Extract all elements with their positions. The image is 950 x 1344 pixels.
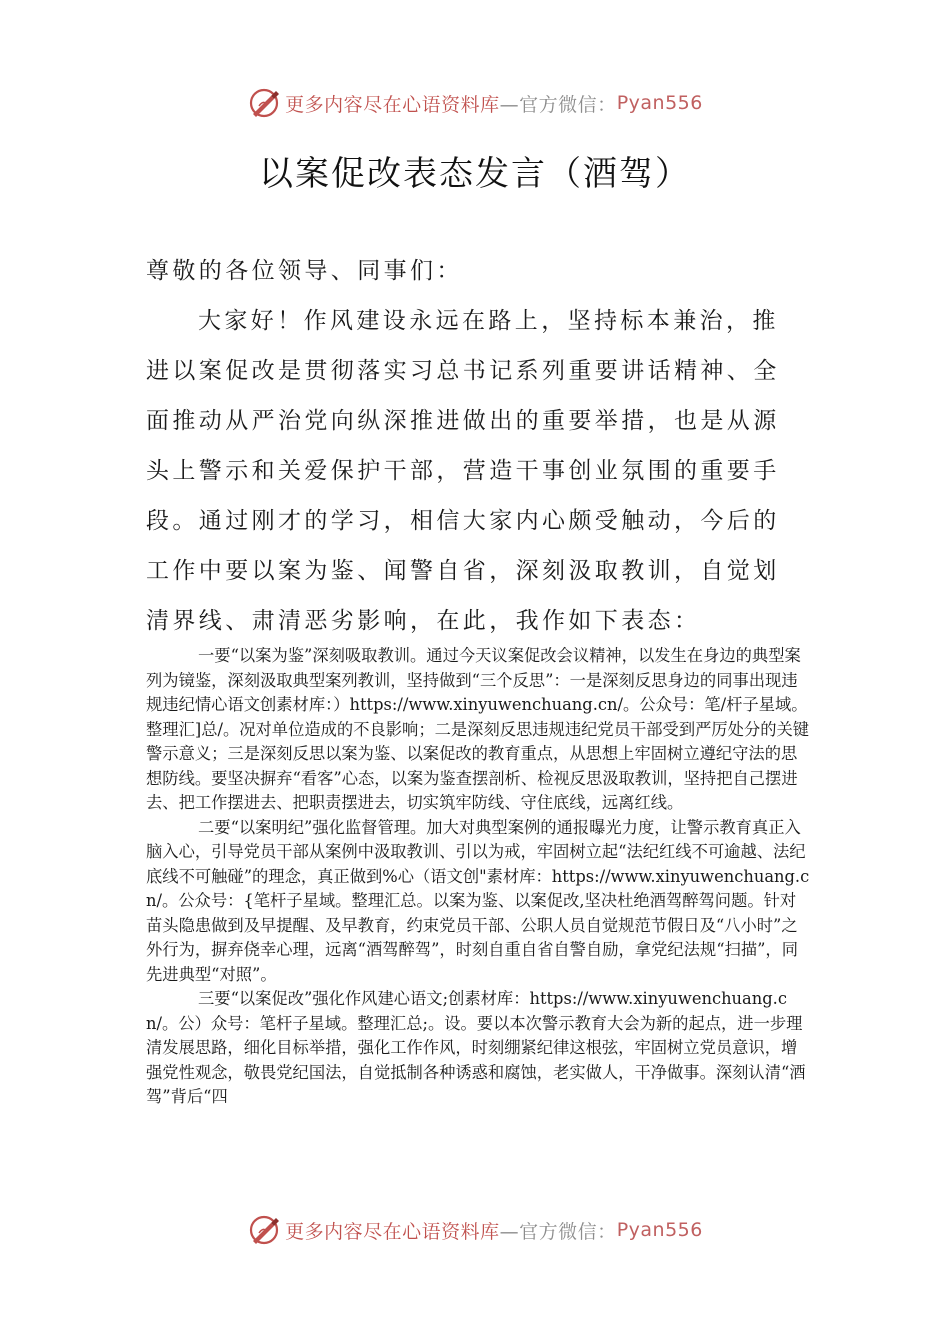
paragraph-1: 一要“以案为鉴”深刻吸取教训。通过今天议案促改会议精神，以发生在身边的典型案列为镜鉴，深刻汲取典型案列教训，坚持做到“三个反思”：一是深刻反思身边的同事出现违规违纪情心语文创素材库：）https://www.xinyuwenchuang.cn/。公众号：笔/杆子星域。整理汇]总/。况对单位造成的不良影响；二是深刻反思违规违纪党员干部受到严厉处分的关键警示意义；三是深刻反思以案为鉴、以案促改的教育重点，从思想上牢固树立遵纪守法的思想防线。要坚决摒弃“看客”心态，以案为鉴查摆剖析、检视反思汲取教训，坚持把自己摆进去、把工作摆进去、把职责摆进去，切实筑牢防线、守住底线，远离红线。 xyxy=(146,646,810,812)
watermark-text: —官方微信： xyxy=(499,93,617,116)
watermark-text: 更多内容尽在心语资料库 xyxy=(285,93,500,116)
watermark-header xyxy=(0,86,950,120)
watermark-wechat-id: Pyan556 xyxy=(616,1219,703,1241)
document-title: 以案促改表态发言（酒驾） xyxy=(259,154,691,194)
watermark-text: —官方微信： xyxy=(499,1220,617,1243)
body-section xyxy=(146,644,810,1110)
watermark-text: 更多内容尽在心语资料库 xyxy=(285,1220,500,1243)
intro-paragraph: 大家好！作风建设永远在路上，坚持标本兼治，推进以案促改是贯彻落实习总书记系列重要讲话精神、全面推动从严治党向纵深推进做出的重要举措，也是从源头上警示和关爱保护干部，营造干事创业氛围的重要手段。通过刚才的学习，相信大家内心颇受触动，今后的工作中要以案为鉴、闻警自省，深刻汲取教训，自觉划清界线、肃清恶劣影响，在此，我作如下表态： xyxy=(146,308,780,634)
paragraph-3: 三要“以案促改”强化作风建心语文;创素材库：https://www.xinyuwenchuang.cn/。公）众号：笔杆子星域。整理汇总;。设。要以本次警示教育大会为新的起点，进一步理清发展思路，细化目标举措，强化工作作风，时刻绷紧纪律这根弦，牢固树立党员意识，增强党性观念，敬畏党纪国法，自觉抵制各种诱惑和腐蚀，老实做人，干净做事。深刻认清“酒驾”背后“四 xyxy=(146,989,806,1106)
greeting: 尊敬的各位领导、同事们： xyxy=(146,258,463,284)
watermark-wechat-id: Pyan556 xyxy=(616,92,703,114)
watermark-footer xyxy=(0,1213,950,1247)
pen-logo-icon xyxy=(247,1213,281,1247)
pen-logo-icon xyxy=(247,86,281,120)
paragraph-2: 二要“以案明纪”强化监督管理。加大对典型案例的通报曝光力度，让警示教育真正入脑入心，引导党员干部从案例中汲取教训、引以为戒，牢固树立起“法纪红线不可逾越、法纪底线不可触碰”的理念，真正做到%心（语文创"素材库：https://www.xinyuwenchuang.cn/。公众号：{笔杆子星域。整理汇总。以案为鉴、以案促改,坚决杜绝酒驾醉驾问题。针对苗头隐患做到及早提醒、及早教育，约束党员干部、公职人员自觉规范节假日及“八小时”之外行为，摒弃侥幸心理，远离“酒驾醉驾”，时刻自重自省自警自励，拿党纪法规“扫描”，同先进典型“对照”。 xyxy=(146,817,810,984)
